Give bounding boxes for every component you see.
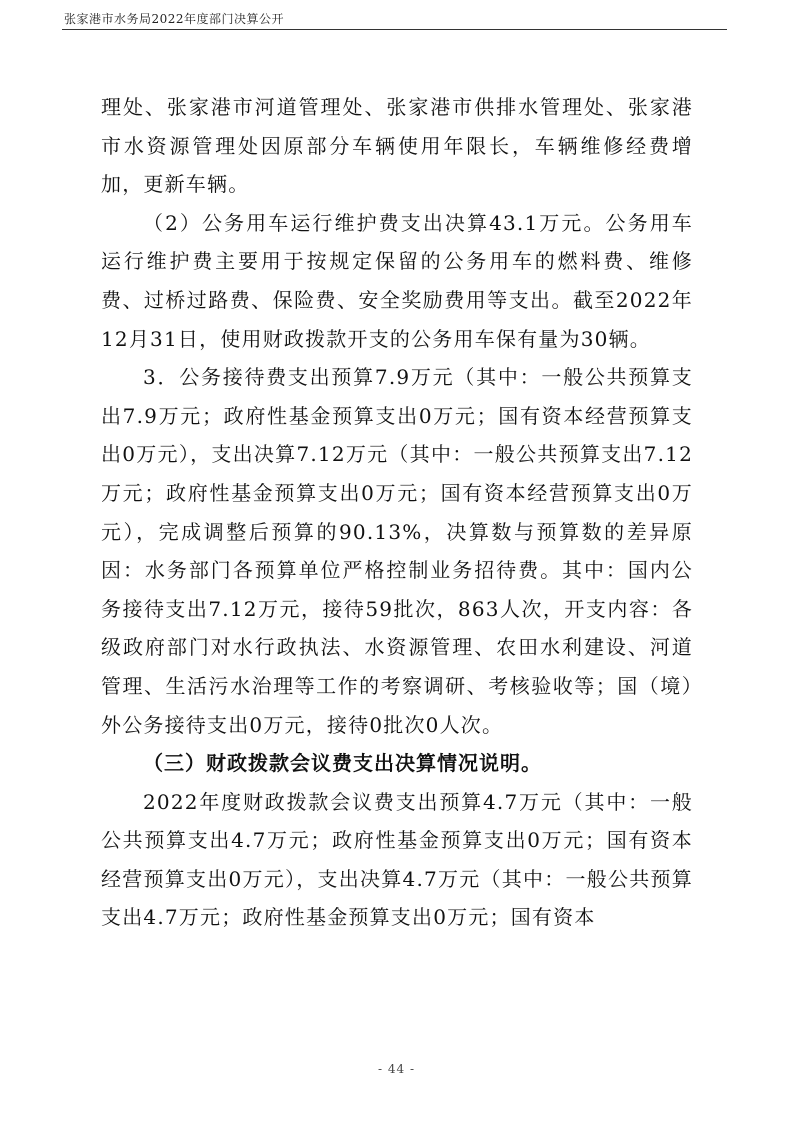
page-number: - 44 - (377, 1062, 415, 1076)
header-divider (62, 29, 727, 30)
paragraph-reception-expense: 3．公务接待费支出预算7.9万元（其中：一般公共预算支出7.9万元；政府性基金预算支出0万元；国有资本经营预算支出0万元），支出决算7.12万元（其中：一般公共预算支出7.12万元；政府性基金预算支出0万元；国有资本经营预算支出0万元），完成调整后预算的90.13%，决算数与预算数的差异原因：水务部门各预算单位严格控制业务招待费。其中：国内公务接待支出7.12万元，接待59批次，863人次，开支内容：各级政府部门对水行政执法、水资源管理、农田水利建设、河道管理、生活污水治理等工作的考察调研、考核验收等；国（境）外公务接待支出0万元，接待0批次0人次。 (101, 365, 693, 737)
paragraph-vehicle-update: 理处、张家港市河道管理处、张家港市供排水管理处、张家港市水资源管理处因原部分车辆使用年限长，车辆维修经费增加，更新车辆。 (101, 95, 693, 197)
section-heading-meeting-expense: （三）财政拨款会议费支出决算情况说明。 (143, 751, 542, 776)
document-body (101, 88, 693, 937)
paragraph-vehicle-maintenance: （2）公务用车运行维护费支出决算43.1万元。公务用车运行维护费主要用于按规定保留的公务用车的燃料费、维修费、过桥过路费、保险费、安全奖励费用等支出。截至2022年12月31日，使用财政拨款开支的公务用车保有量为30辆。 (101, 210, 693, 351)
running-header: 张家港市水务局2022年度部门决算公开 (64, 12, 285, 26)
paragraph-meeting-expense: 2022年度财政拨款会议费支出预算4.7万元（其中：一般公共预算支出4.7万元；政府性基金预算支出0万元；国有资本经营预算支出0万元），支出决算4.7万元（其中：一般公共预算支出4.7万元；政府性基金预算支出0万元；国有资本 (101, 789, 693, 930)
